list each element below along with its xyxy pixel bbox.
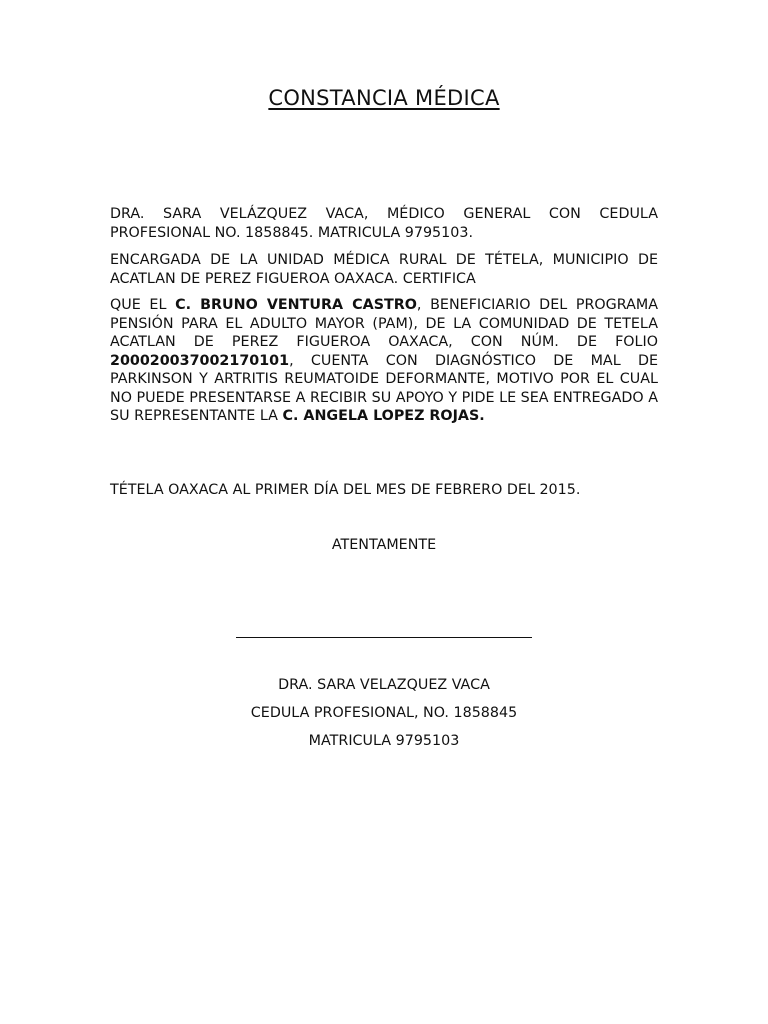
doctor-intro-paragraph: DRA. SARA VELÁZQUEZ VACA, MÉDICO GENERAL CON CEDULA PROFESIONAL NO. 1858845. MATRICULA 9795103.: [110, 206, 658, 241]
representative-name: C. ANGELA LOPEZ ROJAS.: [282, 408, 485, 424]
beneficiary-name: C. BRUNO VENTURA CASTRO: [175, 297, 417, 313]
signature-name: DRA. SARA VELAZQUEZ VACA: [278, 677, 490, 693]
document-title: CONSTANCIA MÉDICA: [268, 86, 500, 110]
signature-line: [236, 637, 532, 638]
closing-text: ATENTAMENTE: [331, 537, 437, 553]
unit-paragraph: ENCARGADA DE LA UNIDAD MÉDICA RURAL DE TÉTELA, MUNICIPIO DE ACATLAN DE PEREZ FIGUEROA OAXACA. CERTIFICA: [110, 252, 658, 287]
place-date-line: TÉTELA OAXACA AL PRIMER DÍA DEL MES DE FEBRERO DEL 2015.: [110, 482, 581, 498]
certification-text-3: , CUENTA CON DIAGNÓSTICO DE MAL DE PARKINSON Y ARTRITIS REUMATOIDE DEFORMANTE, MOTIVO POR EL CUAL NO PUEDE PRESENTARSE A RECIBIR SU APOYO Y PIDE LE SEA ENTREGADO A SU REPRESENTANTE LA: [110, 352, 658, 424]
signature-matricula: MATRICULA 9795103: [308, 733, 460, 749]
folio-number: 200020037002170101: [110, 352, 290, 369]
certification-text-2: , BENEFICIARIO DEL PROGRAMA PENSIÓN PARA EL ADULTO MAYOR (PAM), DE LA COMUNIDAD DE TETELA ACATLAN DE PEREZ FIGUEROA OAXACA, CON NÚM. DE FOLIO: [110, 297, 658, 350]
certification-text-1: QUE EL: [110, 297, 176, 313]
certification-paragraph: [110, 296, 658, 426]
signature-cedula: CEDULA PROFESIONAL, NO. 1858845: [250, 705, 518, 721]
